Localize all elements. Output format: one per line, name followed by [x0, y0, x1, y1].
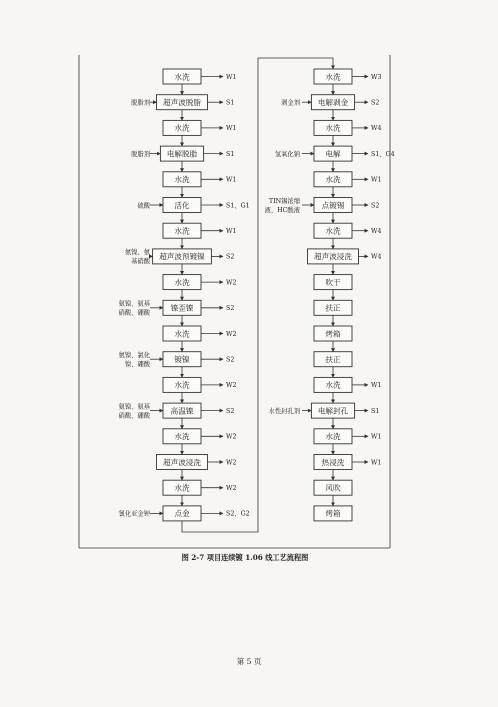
process-step	[157, 455, 208, 470]
process-step-label: 热浸洗	[321, 457, 345, 467]
output-label: W4	[371, 253, 382, 261]
input-label: 硝酸、硼酸	[118, 309, 150, 317]
process-step	[308, 249, 359, 264]
input-label: 氰化亚金钾	[118, 510, 150, 518]
process-step-label: 水洗	[174, 123, 190, 133]
process-step	[163, 429, 201, 444]
process-step	[314, 198, 352, 213]
process-step	[314, 300, 352, 315]
process-step	[314, 480, 352, 495]
input-label: 脱脂剂	[131, 150, 150, 158]
output-label: W2	[226, 279, 237, 287]
input-label: 基硝酸	[131, 258, 150, 266]
process-step	[163, 403, 201, 418]
process-step-label: 镀镍	[174, 355, 190, 364]
process-step	[163, 480, 201, 495]
output-label: S1	[226, 150, 235, 158]
output-label: S1、G1	[226, 202, 250, 210]
process-step-label: 水洗	[174, 175, 190, 185]
process-step-label: 水洗	[174, 72, 190, 82]
input-label: 脱脂剂	[131, 99, 150, 107]
process-step-label: 电解封孔	[317, 406, 349, 416]
process-step	[314, 69, 352, 84]
output-label: S2	[226, 356, 235, 364]
process-step-label: 水洗	[325, 380, 341, 390]
input-label: 水性封孔剂	[268, 407, 300, 415]
output-label: S2	[371, 202, 380, 210]
process-step-label: 点金	[174, 509, 190, 519]
output-label: W1	[226, 176, 237, 184]
output-label: S2	[226, 253, 235, 261]
process-step	[163, 326, 201, 341]
output-label: W2	[226, 330, 237, 338]
output-label: W1	[371, 459, 382, 467]
process-step-label: 水洗	[325, 432, 341, 442]
process-step-label: 活化	[174, 200, 190, 210]
process-step	[163, 275, 201, 290]
output-label: W1	[371, 433, 382, 441]
process-step	[314, 275, 352, 290]
process-step	[157, 95, 208, 110]
output-label: W4	[371, 125, 382, 133]
process-step	[163, 223, 201, 238]
process-step-label: 水洗	[174, 226, 190, 236]
left-process-column	[119, 69, 250, 521]
output-label: S1	[226, 99, 235, 107]
process-step-label: 超声波预镀镍	[159, 252, 205, 262]
process-step-label: 水洗	[174, 329, 190, 339]
process-step	[163, 120, 201, 135]
output-label: W1	[226, 73, 237, 81]
process-step-label: 镍歪镍	[170, 303, 194, 313]
process-step	[163, 69, 201, 84]
output-label: W1	[226, 125, 237, 133]
process-step-label: 扶正	[325, 303, 341, 313]
input-label: 镍、硼酸	[124, 361, 150, 368]
process-step	[314, 326, 352, 341]
process-step-label: 点镀锡	[321, 200, 345, 210]
output-label: S2	[226, 407, 235, 415]
output-label: W2	[226, 459, 237, 467]
process-step-label: 水洗	[174, 277, 190, 287]
process-step-label: 风吹	[325, 483, 341, 493]
process-step-label: 水洗	[174, 380, 190, 390]
process-step	[163, 172, 201, 187]
output-label: W1	[371, 176, 382, 184]
process-step-label: 吹干	[325, 277, 341, 287]
process-step	[314, 455, 352, 470]
process-step-label: 水洗	[325, 72, 341, 82]
process-step-label: 烤箱	[325, 509, 341, 519]
process-step-label: 电解	[325, 149, 341, 159]
input-label: 氨镍、氨	[124, 249, 150, 257]
process-step-label: 水洗	[325, 123, 341, 133]
input-label: 硫酸	[137, 202, 150, 210]
process-step-label: 高温镍	[170, 406, 194, 416]
output-label: W3	[371, 73, 382, 81]
process-step	[163, 300, 201, 315]
process-step	[311, 403, 354, 418]
input-label: 氢氧化钠	[274, 150, 300, 158]
process-step	[314, 352, 352, 367]
process-step	[314, 223, 352, 238]
process-step-label: 超声波浸洗	[163, 457, 201, 467]
output-label: W2	[226, 382, 237, 390]
process-step-label: 电解剥金	[317, 98, 349, 107]
process-step-label: 电解脱脂	[166, 149, 198, 159]
process-step-label: 水洗	[325, 175, 341, 185]
process-step-label: 烤箱	[325, 329, 341, 339]
input-label: 剥金剂	[281, 99, 300, 107]
output-label: W1	[226, 228, 237, 235]
input-label: 氨镍、氨基	[118, 300, 150, 308]
process-step	[314, 146, 352, 161]
figure-caption: 图 2-7 项目连续镀 1.06 线工艺流程图	[181, 553, 309, 562]
output-label: S2、G2	[226, 510, 250, 518]
output-label: W4	[371, 228, 382, 235]
output-label: W2	[226, 433, 237, 441]
process-step	[163, 506, 201, 521]
process-step	[314, 429, 352, 444]
process-step-label: 超声波脱脂	[163, 98, 201, 107]
output-label: S1、G4	[371, 150, 395, 158]
input-label: 液、HC酸液	[264, 206, 300, 214]
process-step	[163, 352, 201, 367]
process-step-label: 超声波浸洗	[314, 252, 352, 262]
output-label: S2	[226, 305, 235, 313]
input-label: 氨镍、氨基	[118, 403, 150, 411]
process-step	[163, 198, 201, 213]
process-step-label: 扶正	[325, 355, 341, 364]
process-step	[153, 249, 212, 264]
input-label: 氨镍、氯化	[118, 352, 150, 359]
process-step	[160, 146, 203, 161]
output-label: S2	[371, 99, 380, 107]
process-step	[314, 377, 352, 392]
page-number: 第 5 页	[236, 657, 262, 666]
input-label: TIN锡浓缩	[268, 197, 300, 205]
process-step-label: 水洗	[325, 226, 341, 236]
process-step	[314, 506, 352, 521]
process-step-label: 水洗	[174, 483, 190, 493]
process-step	[314, 172, 352, 187]
right-process-column	[265, 69, 395, 521]
process-step	[311, 95, 354, 110]
output-label: W1	[371, 382, 382, 390]
input-label: 硝酸、硼酸	[118, 412, 150, 420]
output-label: W2	[226, 485, 237, 492]
output-label: S1	[371, 407, 380, 415]
process-step-label: 水洗	[174, 432, 190, 442]
process-step	[314, 120, 352, 135]
process-step	[163, 377, 201, 392]
